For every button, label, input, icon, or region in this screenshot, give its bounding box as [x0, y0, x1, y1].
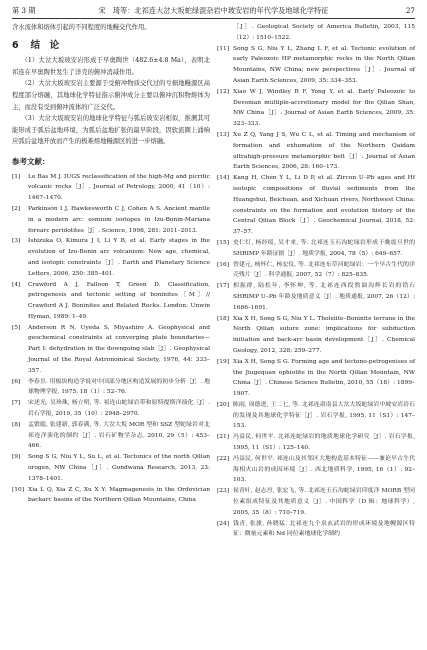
reference-number	[217, 22, 233, 44]
reference-text: Anderson R N, Uyeda S, Miyashiro A. Geophysical and geochemical constraints at converging plate boundaries—Part I: dehydration in the downgoing slab［J］. Geophysical Journal of the Royal Astronomical Society, 1976, 44: 333–357.	[28, 324, 210, 374]
reference-number: [11]	[217, 45, 230, 52]
reference-text: Xia L Q, Xia Z C, Xu X Y. Magmagenesis in the Ordovician backarc basins of the Northern Qilian Mountains, China	[28, 486, 210, 504]
reference-text: Song S G, Niu Y L, Su L, et al. Tectonics of the north Qilian orogen, NW China［J］. Gondwana Research, 2013, 23: 1378–1401.	[28, 454, 210, 482]
reference-number: [5]	[12, 324, 21, 331]
reference-item	[217, 281, 415, 313]
reference-item	[217, 173, 415, 238]
reference-text: ［J］. Geological Society of America Bulletin, 2003, 115（12）: 1510–1522.	[233, 24, 415, 41]
reference-number: [15]	[217, 239, 230, 246]
reference-item	[12, 280, 210, 323]
reference-item-continued	[217, 22, 415, 44]
reference-item	[12, 236, 210, 279]
reference-number: [6]	[12, 378, 21, 385]
references-heading: 参考文献：	[12, 156, 50, 166]
reference-item	[217, 454, 415, 486]
reference-item	[217, 260, 415, 282]
reference-text: Crawford A J, Falloon T, Green D. Classification, petrogenesis and tectonic setting of boninites［M］// Crawford A J. Boninites and Related Rocks. London: Unwin Hyman, 1989: 1–49.	[28, 281, 210, 320]
conclusion-paragraph: （2）大岔大坂玻安岩主要源于受俯冲物质交代过的亏损地幔源区高程度部分熔融，其地球化学特征指示俯冲成分主要以俯冲沉积物熔体为主，而没有受到俯冲流体的广泛交代。	[12, 80, 210, 111]
page-header	[12, 4, 415, 19]
reference-number: [23]	[217, 488, 230, 495]
intro-tail-paragraph: 含水流体和熔体引起的不同程度的地幔交代作用。	[12, 24, 151, 31]
section-heading	[12, 40, 210, 52]
reference-text: Xiao W J, Windley B F, Yong Y, et al. Early Paleozoic to Devonian multiple-accretionary model for the Qilian Shan, NW China［J］. Journal of Asian Earth Sciences, 2009, 35: 323–333.	[233, 88, 415, 128]
reference-list-left	[12, 172, 210, 507]
reference-text: Ishizuka O, Kimura J I, Li Y B, et al. Early stages in the evolution of Izu-Bonin arc volcanism: New age, chemical, and isotopic constraints［J］. Earth and Planetary Science Letters, 2006, 250: 385–401.	[28, 238, 210, 277]
left-column	[12, 22, 210, 506]
reference-item	[12, 420, 210, 452]
reference-text: Le Bas M J. IUGS reclassification of the high-Mg and picritic volcanic rocks［J］. Journal of Petrology, 2000, 41（10）: 1467–1470.	[28, 173, 210, 202]
reference-item	[217, 87, 415, 130]
conclusion-paragraph: （1）大岔大坂玻安岩形成于早奥陶世（482.6±4.8 Ma），表明北祁连在早奥陶世发生了洋壳的俯冲消减作用。	[12, 57, 210, 76]
reference-number: [1]	[12, 173, 21, 180]
reference-item	[217, 400, 415, 432]
reference-item	[12, 377, 210, 399]
reference-number: [10]	[12, 486, 25, 493]
reference-text: 孟繁聪, 张建新, 郭春满, 等. 大岔大坂 MOR 型和 SSZ 型蛇绿岩对北祁连洋演化的制约［J］. 岩石矿物学杂志, 2010, 29（5）: 453–466.	[28, 421, 210, 450]
reference-item	[12, 172, 210, 204]
reference-number: [20]	[217, 401, 230, 408]
reference-number: [7]	[12, 400, 21, 407]
reference-number: [8]	[12, 421, 21, 428]
section-number: 6	[12, 39, 19, 51]
reference-text: 钱青, 张旗, 孙晓猛. 北祁连九个泉玄武岩的形成环境及地幔源区特征：微量元素和 Nd 同位素地球化学制约	[233, 520, 415, 538]
reference-text: 史仁灯, 杨经绥, 吴才来, 等. 北祁连玉石沟蛇绿岩形成于晚震旦世的 SHRIMP 年龄证据［J］. 地质学报, 2004, 78（5）: 649–657.	[233, 239, 415, 257]
reference-text: 冯益民, 何世平. 祁连山及其邻区大地构造基本特征——兼论早古生代海相火山岩的成因环境［J］. 西北地质科学, 1995, 16（1）: 92–103.	[233, 455, 415, 484]
reference-number: [21]	[217, 434, 230, 441]
reference-number: [13]	[217, 131, 230, 138]
reference-number: [4]	[12, 281, 21, 288]
reference-number: [2]	[12, 205, 21, 212]
running-title: 宋 琦等：北祁连大岔大坂蛇绿混杂岩中玻安岩的年代学及地球化学特征	[98, 6, 329, 15]
reference-text: 宋述光, 吴珍珠, 杨立明, 等. 祁连山蛇绿岩带和原特提斯洋演化［J］. 岩石学报, 2019, 35（10）: 2948–2970.	[28, 400, 210, 418]
reference-number: [3]	[12, 238, 21, 245]
reference-number: [16]	[217, 261, 230, 268]
reference-item	[217, 130, 415, 173]
reference-number: [17]	[217, 283, 230, 290]
reference-number: [9]	[12, 454, 21, 461]
reference-text: Kang H, Chen Y L, Li D P, et al. Zircon U–Pb ages and Hf isotopic compositions of fluvial sediments from the Huangshui, Beichuan, and Xichuan rivers, Northwest China: constraints on the formation and evolution history of the Central Qilian Block［J］. Geochemical Journal, 2018, 52: 37–57.	[233, 175, 415, 236]
reference-item	[217, 519, 415, 541]
reference-text: 冯益民, 何世平. 北祁连蛇绿岩的地质地球化学研究［J］. 岩石学报, 1995, 11（S1）: 125–140.	[233, 434, 415, 452]
reference-item	[217, 357, 415, 400]
reference-item	[12, 204, 210, 236]
reference-text: Song S G, Niu Y L, Zhang L F, et al. Tectonic evolution of early Paleozoic HP metamorphic rocks in the North Qilian Mountains, NW China; new perspectives［J］. Journal of Asian Earth Sciences, 2009, 35: 334–353.	[233, 45, 415, 84]
reference-item	[217, 486, 415, 518]
right-column	[217, 22, 415, 540]
reference-item	[217, 44, 415, 87]
reference-text: 陈雨, 周德进, 王二七, 等. 北祁连肃南县大岔大坂蛇绿岩中玻安岩岩石的发现及其地球化学特征［J］. 岩石学报, 1995, 11（S1）: 147–153.	[233, 401, 415, 430]
issue-number: 第 3 期	[12, 6, 36, 15]
reference-text: 曾建元, 杨怀仁, 杨宏仪, 等. 北祁连东草河蛇绿岩：一个早古生代的洋壳残片［J］. 科学通报, 2007, 52（7）: 825–835.	[233, 261, 415, 279]
reference-item	[217, 314, 415, 357]
reference-item	[12, 398, 210, 420]
reference-item	[217, 432, 415, 454]
reference-item	[217, 238, 415, 260]
reference-text: Xia X H, Song S G, Niu Y L. Tholeiite–Boninite terrane in the North Qilian suture zone: implications for subduction initiation and back-arc basin development［J］. Chemical Geology, 2012, 328: 259–277.	[233, 315, 415, 354]
reference-number: [18]	[217, 315, 230, 322]
reference-text: Parkinson I J, Hawkesworth C J, Cohen A S. Ancient mantle in a modern arc: osmium isotopes in Izu-Bonin-Mariana forearc peridotites［J］. Science, 1998, 281: 2011–2013.	[28, 205, 210, 234]
reference-number: [22]	[217, 455, 230, 462]
reference-number: [14]	[217, 175, 230, 182]
reference-number: [19]	[217, 358, 230, 365]
reference-item	[12, 323, 210, 377]
conclusion-paragraph: （3）大岔大坂玻安岩的地球化学特征与弧后玻安岩相似，推测其可能形成于弧后盆地环境，为弧后盆地扩张的最早阶段，因软流圈上涌响应弧后盆地开放而产生的极难熔地幔源区的进一步熔融。	[12, 115, 210, 146]
reference-number: [24]	[217, 520, 230, 527]
reference-text: 侯青叶, 赵志丹, 张宏飞, 等. 北祁连玉石沟蛇绿岩印度洋 MORB 型同位素组成特征及其地质意义［J］. 中国科学（D 辑：地球科学）, 2005, 35（8）: 710–719.	[233, 488, 415, 516]
page-number: 27	[405, 6, 415, 15]
reference-text: Xia X H, Song S G. Forming age and tectono-petrogenises of the Jiugequan ophiolite in the North Qilian Mountain, NW China［J］. Chinese Science Bulletin, 2010, 55（18）: 1899–1907.	[233, 358, 415, 398]
reference-text: Xu Z Q, Yang J S, Wu C L, et al. Timing and mechanism of formation and exhumation of the Northern Qaidam ultrahigh-pressure metamorphic belt［J］. Journal of Asian Earth Sciences, 2006, 28: 160–173.	[233, 131, 415, 171]
reference-item	[12, 452, 210, 484]
reference-text: 李春昱. 用板块构造学说对中国部分地区构造发展的初步分析［J］. 地球物理学报, 1975, 18（1）: 52–76.	[28, 378, 210, 396]
reference-item	[12, 485, 210, 507]
section-title: 结 论	[30, 39, 60, 51]
reference-text: 相振群, 陆松年, 李怀坤, 等. 北祁连西段熬油沟辉长岩的锆石 SHRIMP U–Pb 年龄及地质意义［J］. 地质通报, 2007, 26（12）: 1686–1691.	[233, 283, 415, 311]
reference-number: [12]	[217, 88, 230, 95]
